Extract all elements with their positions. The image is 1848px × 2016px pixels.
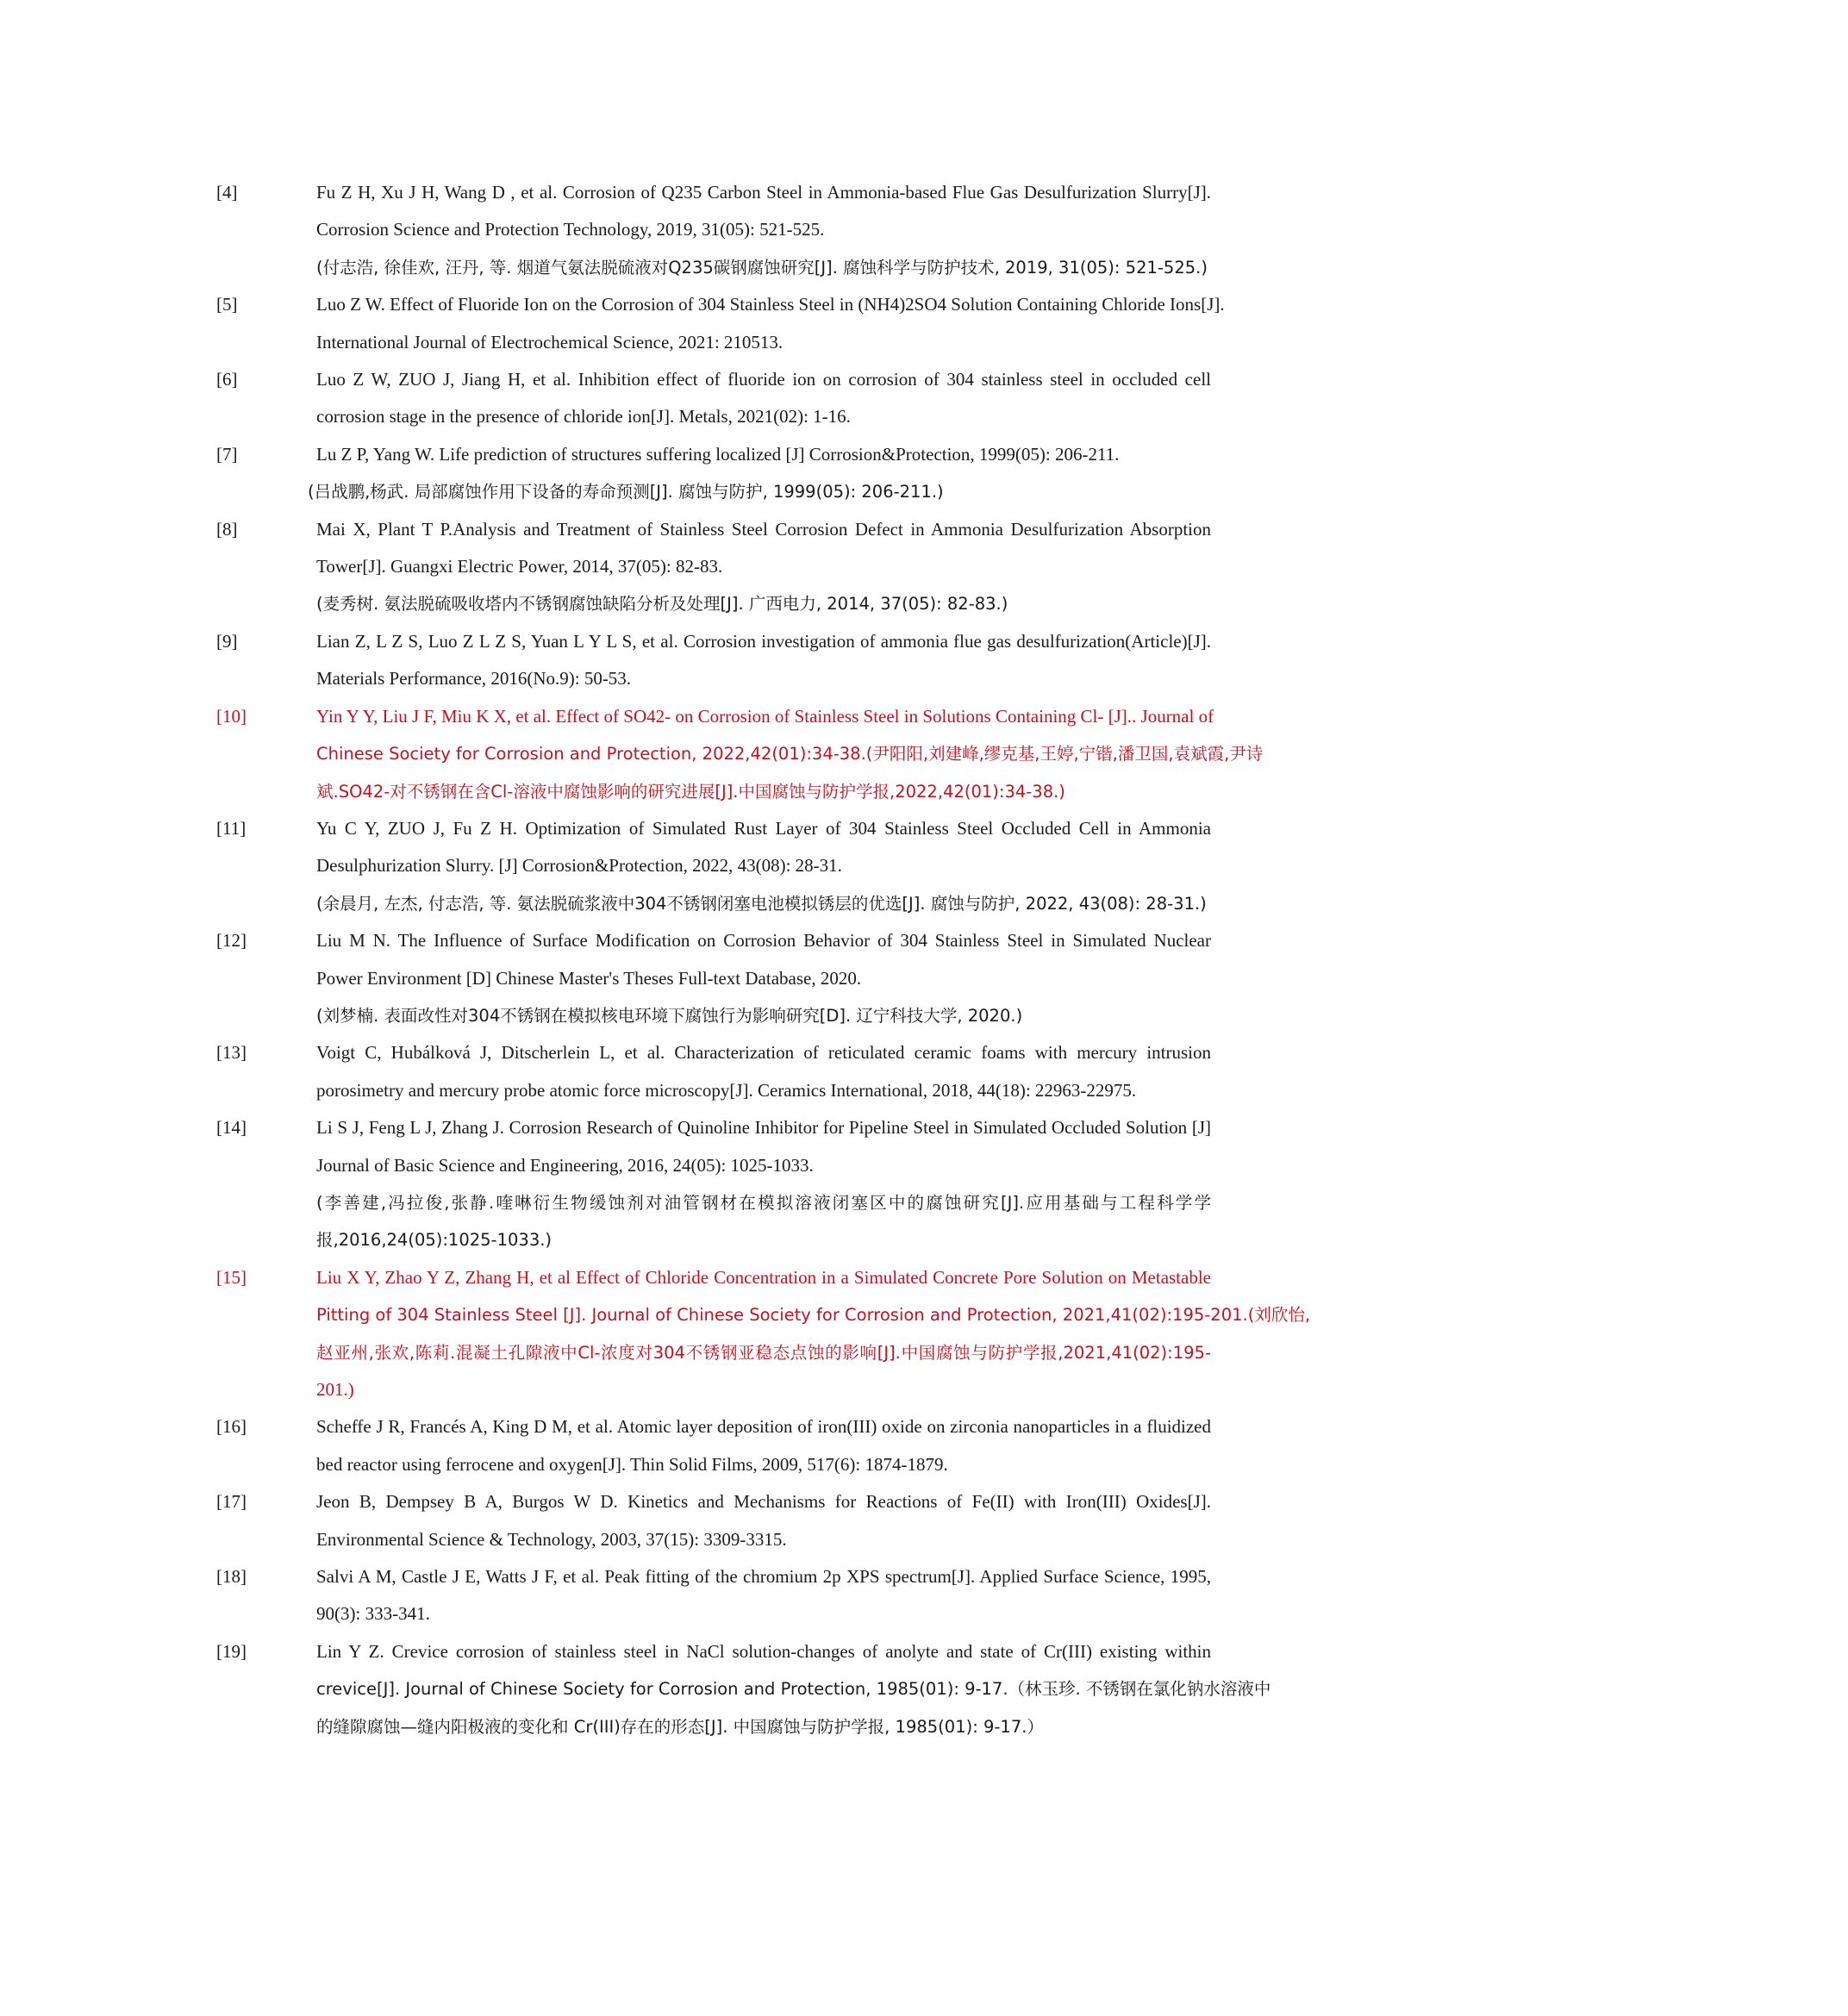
reference-text-line: 赵亚州,张欢,陈莉.混凝土孔隙液中Cl-浓度对304不锈钢亚稳态点蚀的影响[J].中国腐蚀与防护学报,2021,41(02):195- [316,1342,1211,1363]
reference-number: [6] [216,369,238,390]
reference-text-line: Li S J, Feng L J, Zhang J. Corrosion Research of Quinoline Inhibitor for Pipeline Steel in Simulated Occluded Solution [J] [316,1117,1211,1139]
reference-text-line: (余晨月, 左杰, 付志浩, 等. 氨法脱硫浆液中304不锈钢闭塞电池模拟锈层的优选[J]. 腐蚀与防护, 2022, 43(08): 28-31.) [316,893,1207,914]
reference-number: [18] [216,1566,247,1588]
reference-entry [0,698,1848,810]
reference-entry [0,1408,1848,1483]
reference-text-line: 201.) [316,1379,354,1400]
reference-text-line: Lu Z P, Yang W. Life prediction of structures suffering localized [J] Corrosion&Protection, 1999(05): 206-211. [316,443,1120,465]
reference-text-line: Fu Z H, Xu J H, Wang D , et al. Corrosion of Q235 Carbon Steel in Ammonia-based Flue Gas Desulfurization Slurry[J]. [316,182,1211,203]
reference-text-line: Mai X, Plant T P.Analysis and Treatment of Stainless Steel Corrosion Defect in Ammonia Desulfurization Absorption [316,518,1211,540]
reference-entry [0,810,1848,922]
reference-number: [14] [216,1117,247,1139]
reference-text-line: (付志浩, 徐佳欢, 汪丹, 等. 烟道气氨法脱硫液对Q235碳钢腐蚀研究[J]. 腐蚀科学与防护技术, 2019, 31(05): 521-525.) [316,257,1208,278]
reference-text-line: Scheffe J R, Francés A, King D M, et al. Atomic layer deposition of iron(III) oxide on zirconia nanoparticles in a fluidized [316,1416,1211,1438]
reference-text-line: Journal of Basic Science and Engineering, 2016, 24(05): 1025-1033. [316,1154,814,1176]
reference-text-line: Lin Y Z. Crevice corrosion of stainless steel in NaCl solution-changes of anolyte and state of Cr(III) existing within [316,1640,1211,1662]
reference-text-line: 90(3): 333-341. [316,1603,430,1625]
reference-number: [8] [216,518,238,540]
reference-text-line: crevice[J]. Journal of Chinese Society for Corrosion and Protection, 1985(01): 9-17.（林玉珍. 不锈钢在氯化钠水溶液中 [316,1679,1271,1700]
reference-text-line: (刘梦楠. 表面改性对304不锈钢在模拟核电环境下腐蚀行为影响研究[D]. 辽宁科技大学, 2020.) [316,1005,1023,1026]
reference-text-line: 斌.SO42-对不锈钢在含Cl-溶液中腐蚀影响的研究进展[J].中国腐蚀与防护学报,2022,42(01):34-38.) [316,781,1065,802]
reference-text-line: corrosion stage in the presence of chloride ion[J]. Metals, 2021(02): 1-16. [316,406,851,428]
reference-entry [0,1109,1848,1259]
reference-text-line: International Journal of Electrochemical Science, 2021: 210513. [316,331,784,353]
reference-text-line: Salvi A M, Castle J E, Watts J F, et al. Peak fitting of the chromium 2p XPS spectrum[J]. Applied Surface Science, 1995, [316,1566,1211,1588]
reference-entry [0,436,1848,511]
reference-text-line: Yu C Y, ZUO J, Fu Z H. Optimization of Simulated Rust Layer of 304 Stainless Steel Occluded Cell in Ammonia [316,817,1211,839]
reference-number: [12] [216,930,247,952]
reference-entry [0,1483,1848,1558]
reference-text-line: Power Environment [D] Chinese Master's Theses Full-text Database, 2020. [316,967,862,989]
reference-text-line: 的缝隙腐蚀—缝内阳极液的变化和 Cr(III)存在的形态[J]. 中国腐蚀与防护学报, 1985(01): 9-17.） [316,1716,1044,1737]
reference-entry [0,623,1848,698]
reference-list [0,174,1848,1745]
reference-number: [7] [216,443,238,465]
reference-number: [5] [216,294,238,315]
reference-text-line: Environmental Science & Technology, 2003, 37(15): 3309-3315. [316,1528,787,1550]
reference-entry [0,1633,1848,1745]
reference-text-line: Liu X Y, Zhao Y Z, Zhang H, et al Effect of Chloride Concentration in a Simulated Concrete Pore Solution on Metastable [316,1266,1211,1288]
reference-entry [0,1259,1848,1409]
reference-text-line: (李善建,冯拉俊,张静.喹啉衍生物缓蚀剂对油管钢材在模拟溶液闭塞区中的腐蚀研究[J].应用基础与工程科学学 [316,1192,1211,1213]
reference-text-line: (麦秀树. 氨法脱硫吸收塔内不锈钢腐蚀缺陷分析及处理[J]. 广西电力, 2014, 37(05): 82-83.) [316,594,1008,615]
reference-entry [0,286,1848,361]
reference-text-line: porosimetry and mercury probe atomic force microscopy[J]. Ceramics International, 2018, 44(18): 22963-22975. [316,1079,1137,1101]
reference-text-line: Desulphurization Slurry. [J] Corrosion&Protection, 2022, 43(08): 28-31. [316,855,842,877]
reference-number: [4] [216,182,238,203]
reference-entry [0,1558,1848,1633]
reference-entry [0,361,1848,436]
reference-text-line: Liu M N. The Influence of Surface Modification on Corrosion Behavior of 304 Stainless Steel in Simulated Nuclear [316,930,1211,952]
reference-text-line: Voigt C, Hubálková J, Ditscherlein L, et al. Characterization of reticulated ceramic foams with mercury intrusion [316,1042,1211,1064]
reference-entry [0,1034,1848,1109]
reference-text-line: Luo Z W, ZUO J, Jiang H, et al. Inhibition effect of fluoride ion on corrosion of 304 stainless steel in occluded cell [316,369,1211,390]
reference-number: [17] [216,1491,247,1513]
reference-number: [19] [216,1640,247,1662]
reference-text-line: Lian Z, L Z S, Luo Z L Z S, Yuan L Y L S, et al. Corrosion investigation of ammonia flue gas desulfurization(Article)[J]. [316,630,1211,652]
reference-number: [16] [216,1416,247,1438]
reference-text-line: Luo Z W. Effect of Fluoride Ion on the Corrosion of 304 Stainless Steel in (NH4)2SO4 Solution Containing Chloride Ions[J]. [316,294,1225,315]
reference-number: [10] [216,705,247,727]
reference-text-line: Yin Y Y, Liu J F, Miu K X, et al. Effect of SO42- on Corrosion of Stainless Steel in Solutions Containing Cl- [J].. Journal of [316,705,1214,727]
reference-text-line: Jeon B, Dempsey B A, Burgos W D. Kinetics and Mechanisms for Reactions of Fe(II) with Iron(III) Oxides[J]. [316,1491,1211,1513]
reference-text-line: Tower[J]. Guangxi Electric Power, 2014, 37(05): 82-83. [316,556,723,577]
reference-text-line: Pitting of 304 Stainless Steel [J]. Journal of Chinese Society for Corrosion and Protection, 2021,41(02):195-201.(刘欣怡, [316,1305,1311,1326]
reference-number: [11] [216,817,247,839]
reference-text-line: Materials Performance, 2016(No.9): 50-53. [316,668,632,690]
reference-text-line: Corrosion Science and Protection Technology, 2019, 31(05): 521-525. [316,219,825,240]
reference-text-line: bed reactor using ferrocene and oxygen[J]. Thin Solid Films, 2009, 517(6): 1874-1879. [316,1453,948,1475]
reference-text-line: 报,2016,24(05):1025-1033.) [316,1230,553,1251]
reference-entry [0,174,1848,286]
reference-number: [9] [216,630,238,652]
reference-number: [13] [216,1042,247,1064]
reference-number: [15] [216,1266,247,1288]
reference-entry [0,922,1848,1034]
reference-text-line: (吕战鹏,杨武. 局部腐蚀作用下设备的寿命预测[J]. 腐蚀与防护, 1999(05): 206-211.) [308,482,944,502]
reference-entry [0,511,1848,623]
reference-text-line: Chinese Society for Corrosion and Protection, 2022,42(01):34-38.(尹阳阳,刘建峰,缪克基,王婷,宁锴,潘卫国,袁斌霞,尹诗 [316,744,1264,765]
